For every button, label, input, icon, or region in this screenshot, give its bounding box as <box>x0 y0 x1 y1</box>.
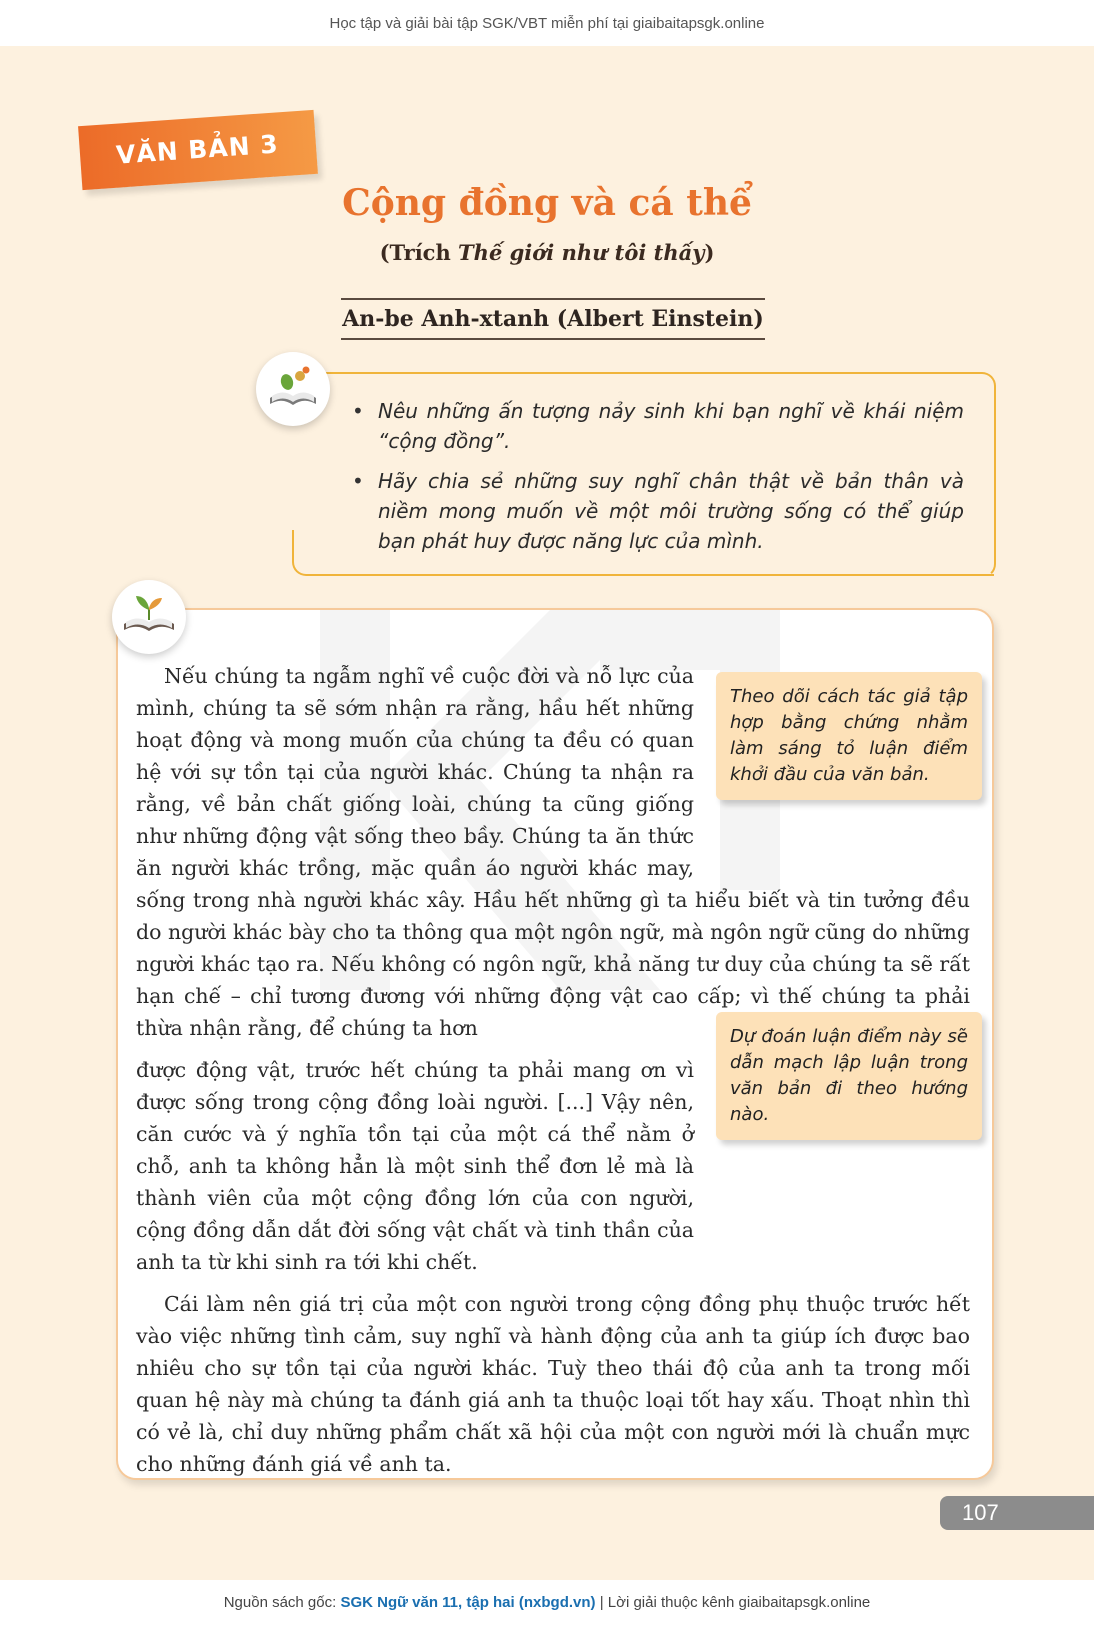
author-line: An-be Anh-xtanh (Albert Einstein) <box>341 298 765 340</box>
body-paragraph-2: Cái làm nên giá trị của một con người trong cộng đồng phụ thuộc trước hết vào việc những tình cảm, suy nghĩ và hành động của anh ta giúp ích được bao nhiêu cho sự tồn tại của người khác. Tuỳ theo thái độ của anh ta trong mối quan hệ này mà chúng ta đánh giá anh ta thuộc loại tốt hay xấu. Thoạt nhìn thì có vẻ là, chỉ duy những phẩm chất xã hội của một con người mới là chuẩn mực cho những đánh giá về anh ta. <box>136 1292 970 1476</box>
margin-note: Dự đoán luận điểm này sẽ dẫn mạch lập luận trong văn bản đi theo hướng nào. <box>716 1012 982 1140</box>
top-notice-text: Học tập và giải bài tập SGK/VBT miễn phí tại giaibaitapsgk.online <box>329 15 765 32</box>
footer-prefix: Nguồn sách gốc: <box>223 1594 341 1611</box>
subtitle-suffix: ) <box>704 240 715 265</box>
subtitle-work: Thế giới như tôi thấy <box>458 240 705 265</box>
body-paragraph-1b-text: được động vật, trước hết chúng ta phải mang ơn vì được sống trong cộng đồng loài người. [...] Vậy nên, căn cước và ý nghĩa tồn tại của một cá thể nằm ở chỗ, anh ta không hẳn là một sinh thể đơn lẻ mà là thành viên của một cộng đồng lớn của con người, cộng đồng dẫn dắt đời sống vật chất và tinh thần của anh ta từ khi sinh ra tới khi chết. <box>136 1058 694 1274</box>
page-number: 107 <box>940 1496 1094 1530</box>
prompt-item: • Nêu những ấn tượng nảy sinh khi bạn nghĩ về khái niệm “cộng đồng”. <box>348 396 964 456</box>
open-book-seeds-icon <box>256 352 330 426</box>
source-footer <box>0 1580 1094 1626</box>
prompt-list <box>348 396 964 566</box>
prompt-item: • Hãy chia sẻ những suy nghĩ chân thật về bản thân và niềm mong muốn về một môi trường sống có thể giúp bạn phát huy được năng lực của mình. <box>348 466 964 556</box>
margin-note: Theo dõi cách tác giả tập hợp bằng chứng nhằm làm sáng tỏ luận điểm khởi đầu của văn bản. <box>716 672 982 800</box>
footer-source-link[interactable]: SGK Ngữ văn 11, tập hai (nxbgd.vn) <box>340 1594 596 1611</box>
subtitle-prefix: (Trích <box>379 240 459 265</box>
page-subtitle <box>0 240 1094 265</box>
footer-suffix: | Lời giải thuộc kênh giaibaitapsgk.online <box>595 1594 871 1611</box>
page-title: Cộng đồng và cá thể <box>342 182 752 224</box>
open-book-sprout-icon <box>112 580 186 654</box>
section-label-text: VĂN BẢN 3 <box>115 129 280 170</box>
body-paragraph-1a-text: Nếu chúng ta ngẫm nghĩ về cuộc đời và nỗ lực của mình, chúng ta sẽ sớm nhận ra rằng, hầu hết những hoạt động và mong muốn của chúng ta đều có quan hệ với sự tồn tại của người khác. Chúng ta nhận ra rằng, về bản chất giống loài, chúng ta cũng giống như những động vật sống theo bầy. Chúng ta ăn thức ăn người khác trồng, mặc quần áo người khác may, sống trong nhà người khác xây. Hầu hết những gì ta hiểu biết và tin tưởng đều do người khác bày cho ta thông qua một ngôn ngữ, mà ngôn ngữ cũng do những người khác tạo ra. Nếu không có ngôn ngữ, khả năng tư duy của chúng ta sẽ rất hạn chế – chỉ tương đương với những động vật cao cấp; vì thế chúng ta phải thừa nhận rằng, để chúng ta hơn <box>136 664 970 1040</box>
top-notice-bar <box>0 0 1094 46</box>
